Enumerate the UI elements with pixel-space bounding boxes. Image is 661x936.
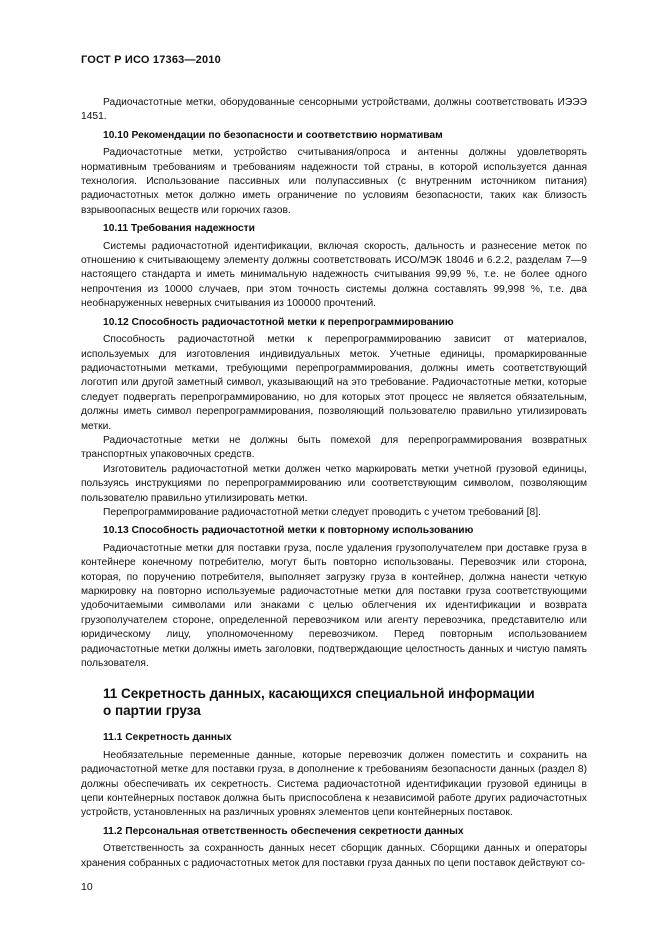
section-10-10-paragraph: Радиочастотные метки, устройство считывания/опроса и антенны должны удовлетворять нормативным требованиям и требованиям надежности той страны, в которой используется данная технология. Использование пассивных или полупассивных (с внутренним источником питания) радиочастотных меток должно иметь ограничение по условиям безопасности, таких как близость взрывоопасных веществ или горючих газов. xyxy=(81,147,587,216)
page-body xyxy=(81,96,587,871)
section-10-12-title: 10.12 Способность радиочастотной метки к перепрограммированию xyxy=(103,316,454,328)
section-11-2-title: 11.2 Персональная ответственность обеспечения секретности данных xyxy=(103,825,464,837)
section-10-12-paragraph-2: Радиочастотные метки не должны быть помехой для перепрограммирования возвратных транспортных упаковочных средств. xyxy=(81,434,587,461)
section-11-1-title: 11.1 Секретность данных xyxy=(103,732,232,744)
section-11-title-line-2: о партии груза xyxy=(103,703,201,719)
section-11-title-line-1: 11 Секретность данных, касающихся специальной информации xyxy=(103,686,535,702)
section-10-11-title: 10.11 Требования надежности xyxy=(103,223,255,235)
intro-paragraph: Радиочастотные метки, оборудованные сенсорными устройствами, должны соответствовать ИЭЭЭ 1451. xyxy=(81,97,587,123)
section-10-12-paragraph-3: Изготовитель радиочастотной метки должен четко маркировать метки учетной грузовой единицы, пользуясь инструкциями по перепрограммированию или соответствующим символом, позволяющим пользователю правильно утилизировать метки. xyxy=(81,463,587,504)
section-11-1-paragraph: Необязательные переменные данные, которые перевозчик должен поместить и сохранить на радиочастотной метке для поставки груза, в дополнение к требованиям безопасности данных (раздел 8) должны обеспечивать их секретность. Система радиочастотной идентификации грузовой единицы в цепи контейнерных поставок должна быть приспособлена к независимой работе других радиочастотных устройств, установленных на различных уровнях элементов цепи контейнерных поставок. xyxy=(81,749,587,819)
section-11-title xyxy=(81,685,587,719)
document-id-header: ГОСТ Р ИСО 17363—2010 xyxy=(81,54,221,66)
section-10-10-title: 10.10 Рекомендации по безопасности и соответствию нормативам xyxy=(103,129,443,141)
section-11-2-paragraph: Ответственность за сохранность данных несет сборщик данных. Сборщики данных и операторы хранения собранных с радиочастотных меток для поставки груза данных по цепи поставок действуют со- xyxy=(81,843,587,869)
section-10-11-paragraph: Системы радиочастотной идентификации, включая скорость, дальность и разнесение меток по отношению к считывающему элементу должны соответствовать ИСО/МЭК 18046 и 6.2.2, разделам 7—9 настоящего стандарта и иметь минимальную надежность считывания 99,99 %, т.е. не более одного непрочтения из 10000 случаев, при этом точность системы должна составлять 99,998 %, т.е. два необнаруженных неверных считывания из 100000 прочтений. xyxy=(81,240,587,310)
section-10-12-paragraph-4: Перепрограммирование радиочастотной метки следует проводить с учетом требований [8]. xyxy=(103,506,541,518)
section-10-13-paragraph: Радиочастотные метки для поставки груза, после удаления грузополучателем при доставке груза в контейнере конечному потребителю, могут быть повторно использованы. Перевозчик или сторона, которая, по поручению потребителя, выполняет загрузку груза в контейнер, должна нанести четкую маркировку на повторно используемые радиочастотные метки для поставки груза соответствующими удобочитаемыми символами или знаками с целью облегчения их идентификации и возврата грузополучателем стороне, определенной перевозчиком или агенту перевозчика, представителю или юридическому лицу, уполномоченному перевозчиком. Перед повторным использованием радиочастотные метки должны иметь заголовки, подтверждающие целостность данных и чистую память пользователя. xyxy=(81,542,587,670)
section-10-13-title: 10.13 Способность радиочастотной метки к повторному использованию xyxy=(103,525,474,537)
section-10-12-paragraph-1: Способность радиочастотной метки к перепрограммированию зависит от материалов, используемых для изготовления индивидуальных меток. Учетные единицы, промаркированные радиочастотными метками, требующими перепрограммирования, должны иметь соответствующий логотип или другой заметный символ, указывающий на это требование. Радиочастотные метки, которые следует подвергать перепрограммированию, но для которых этот процесс не является обязательным, должны иметь символ перепрограммирования, позволяющий пользователю правильно утилизировать метки. xyxy=(81,334,587,432)
page-number: 10 xyxy=(81,881,93,893)
